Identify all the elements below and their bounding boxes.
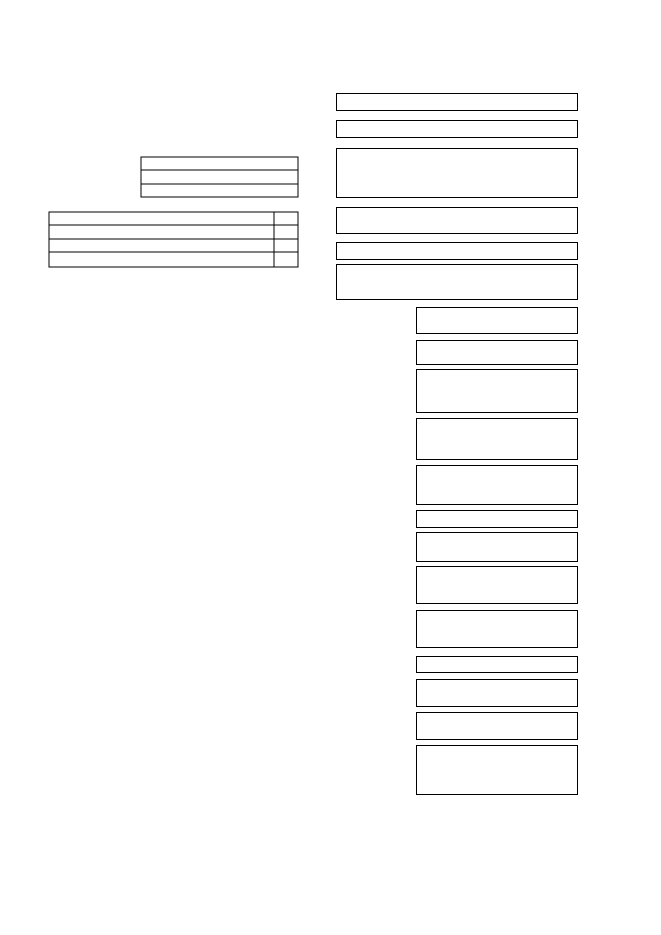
note-corrected-total <box>416 745 578 795</box>
note-max-recovery <box>416 510 578 528</box>
note-time-to-fbp <box>416 610 578 648</box>
note-corrected-distillate <box>416 679 578 707</box>
note-residue-volume <box>416 532 578 562</box>
note-corrected-reading <box>336 207 578 234</box>
note-ambient-temp <box>336 93 578 111</box>
note-loss <box>416 656 578 673</box>
note-condensation-rate <box>416 369 578 413</box>
note-sum-distillate-loss <box>336 242 578 260</box>
note-condensate-5ml <box>416 418 578 460</box>
note-time-ibp-to-5 <box>416 340 578 365</box>
note-time-to-ibp <box>416 307 578 334</box>
note-temp-at-evaporated <box>336 264 578 300</box>
note-condensate-volume <box>336 148 578 198</box>
note-pressure <box>336 120 578 138</box>
note-corrected-loss <box>416 712 578 740</box>
note-condensate-fbp <box>416 465 578 505</box>
note-combined-recovery <box>416 566 578 604</box>
